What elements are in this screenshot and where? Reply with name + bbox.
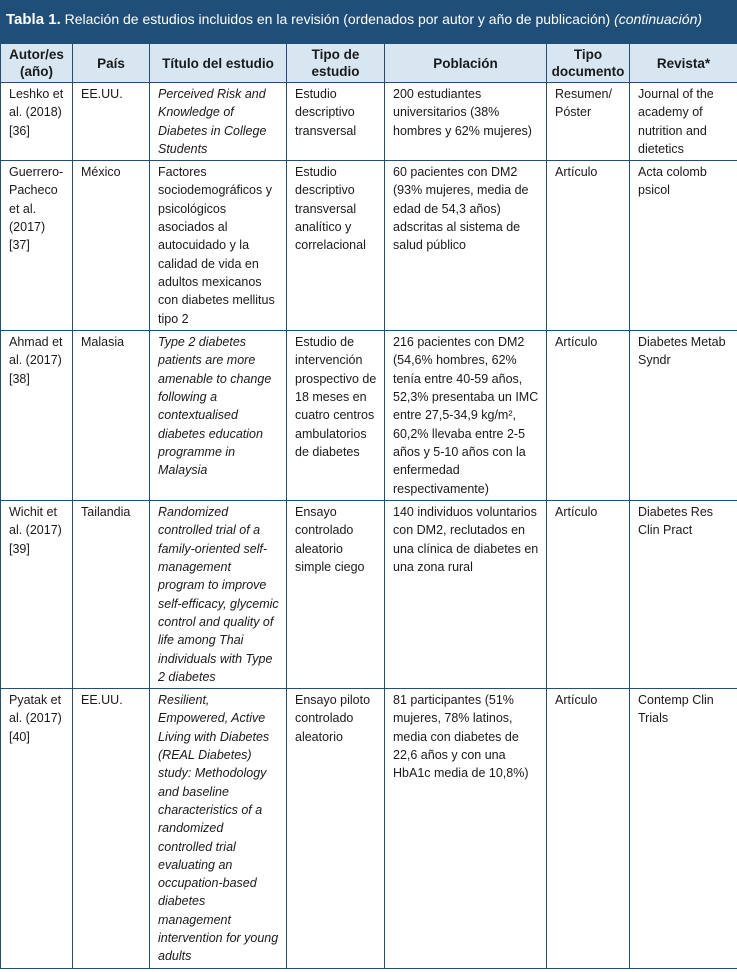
cell-titulo: Perceived Risk and Knowledge of Diabetes in College Students — [150, 83, 287, 161]
table-row — [1, 501, 737, 689]
cell-revista: Acta colomb psicol — [630, 161, 737, 331]
caption-text: Relación de estudios incluidos en la revisión (ordenados por autor y año de publicación) — [64, 11, 611, 27]
cell-titulo: Resilient, Empowered, Active Living with Diabetes (REAL Diabetes) study: Methodology and baseline characteristics of a randomized controlled trial evaluating an occupation-based diabetes management intervention for young adults — [150, 689, 287, 969]
cell-poblacion: 140 individuos voluntarios con DM2, reclutados en una clínica de diabetes en una zona rural — [385, 501, 547, 689]
cell-tipo-documento: Artículo — [547, 689, 630, 969]
studies-table — [0, 43, 737, 969]
cell-pais: México — [73, 161, 150, 331]
cell-tipo-estudio: Estudio descriptivo transversal — [287, 83, 385, 161]
cell-tipo-documento: Resumen/ Póster — [547, 83, 630, 161]
caption-continuation: (continuación) — [614, 11, 703, 27]
table-row — [1, 689, 737, 969]
table-row — [1, 161, 737, 331]
cell-tipo-estudio: Estudio de intervención prospectivo de 18 meses en cuatro centros ambulatorios de diabetes — [287, 331, 385, 501]
header-revista: Revista* — [630, 44, 737, 83]
header-tipo-estudio: Tipo de estudio — [287, 44, 385, 83]
cell-autor: Wichit et al. (2017) [39] — [1, 501, 73, 689]
cell-revista: Contemp Clin Trials — [630, 689, 737, 969]
cell-pais: Tailandia — [73, 501, 150, 689]
header-autor: Autor/es (año) — [1, 44, 73, 83]
cell-tipo-documento: Artículo — [547, 161, 630, 331]
cell-poblacion: 216 pacientes con DM2 (54,6% hombres, 62% tenía entre 40-59 años, 52,3% presentaba un IMC entre 27,5-34,9 kg/m², 60,2% llevaba entre 2-5 años y 5-10 años con la enfermedad respectivamente) — [385, 331, 547, 501]
cell-autor: Pyatak et al. (2017) [40] — [1, 689, 73, 969]
cell-poblacion: 81 participantes (51% mujeres, 78% latinos, media con diabetes de 22,6 años y con una HbA1c media de 10,8%) — [385, 689, 547, 969]
cell-tipo-estudio: Ensayo piloto controlado aleatorio — [287, 689, 385, 969]
cell-pais: EE.UU. — [73, 83, 150, 161]
cell-poblacion: 200 estudiantes universitarios (38% hombres y 62% mujeres) — [385, 83, 547, 161]
header-poblacion: Población — [385, 44, 547, 83]
table-row — [1, 331, 737, 501]
cell-pais: Malasia — [73, 331, 150, 501]
cell-titulo: Randomized controlled trial of a family-oriented self-management program to improve self-efficacy, glycemic control and quality of life among Thai individuals with Type 2 diabetes — [150, 501, 287, 689]
cell-autor: Leshko et al. (2018) [36] — [1, 83, 73, 161]
cell-autor: Guerrero-Pacheco et al. (2017) [37] — [1, 161, 73, 331]
cell-tipo-documento: Artículo — [547, 331, 630, 501]
cell-autor: Ahmad et al. (2017) [38] — [1, 331, 73, 501]
header-tipo-documento: Tipo documento — [547, 44, 630, 83]
table-row — [1, 83, 737, 161]
cell-revista: Diabetes Res Clin Pract — [630, 501, 737, 689]
cell-tipo-estudio: Estudio descriptivo transversal analítico y correlacional — [287, 161, 385, 331]
caption-label: Tabla 1. — [6, 11, 61, 28]
cell-revista: Journal of the academy of nutrition and dietetics — [630, 83, 737, 161]
cell-tipo-estudio: Ensayo controlado aleatorio simple ciego — [287, 501, 385, 689]
table-caption — [0, 0, 737, 43]
cell-tipo-documento: Artículo — [547, 501, 630, 689]
cell-poblacion: 60 pacientes con DM2 (93% mujeres, media de edad de 54,3 años) adscritas al sistema de salud público — [385, 161, 547, 331]
cell-revista: Diabetes Metab Syndr — [630, 331, 737, 501]
cell-titulo: Factores sociodemográficos y psicológicos asociados al autocuidado y la calidad de vida en adultos mexicanos con diabetes mellitus tipo 2 — [150, 161, 287, 331]
cell-pais: EE.UU. — [73, 689, 150, 969]
table-header-row — [1, 44, 737, 83]
cell-titulo: Type 2 diabetes patients are more amenable to change following a contextualised diabetes education programme in Malaysia — [150, 331, 287, 501]
header-pais: País — [73, 44, 150, 83]
header-titulo: Título del estudio — [150, 44, 287, 83]
